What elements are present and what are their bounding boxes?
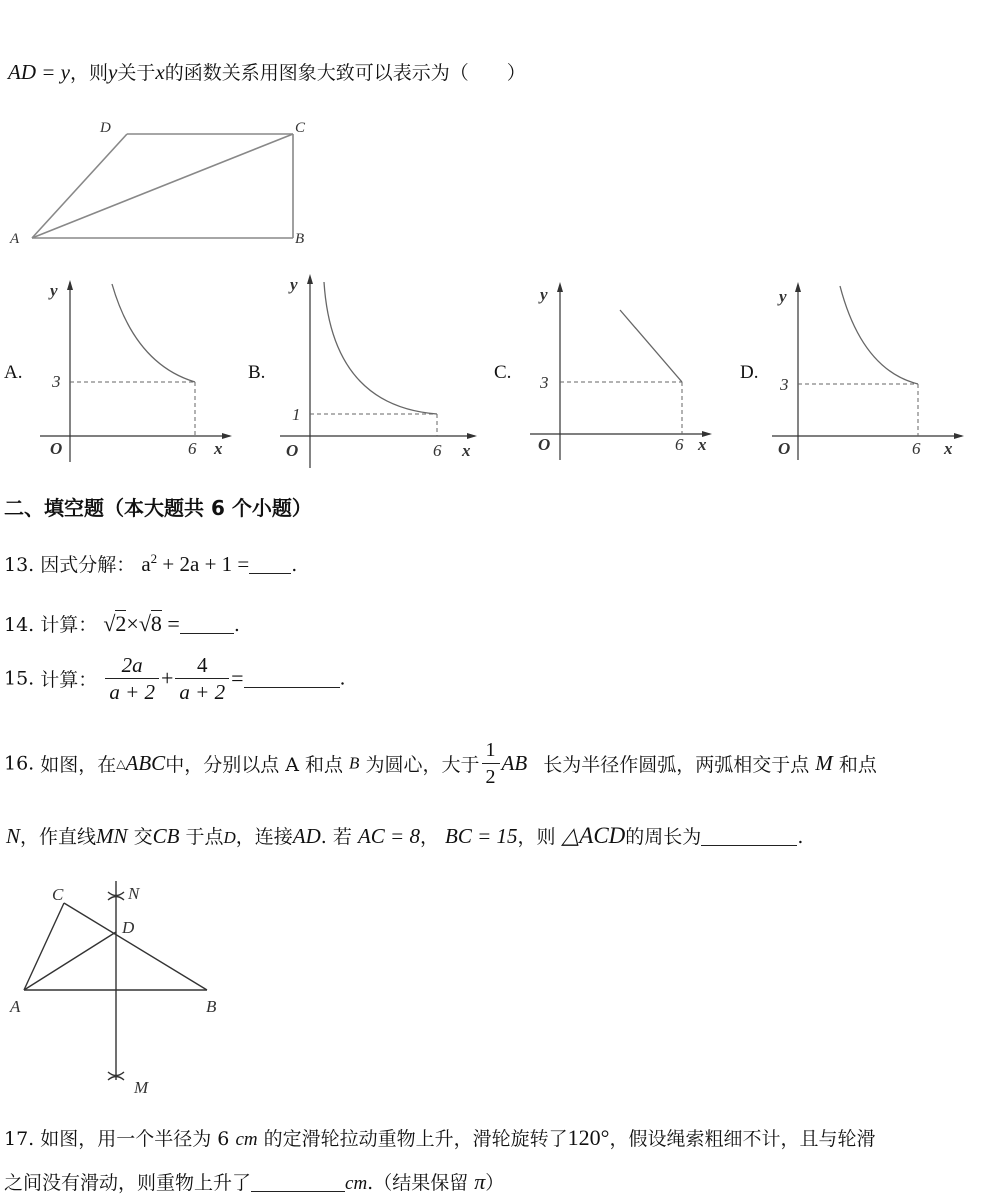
label-c: C <box>52 885 64 904</box>
option-b-graph <box>270 268 485 472</box>
section-title: 二、填空题（本大题共 6 个小题） <box>4 496 312 520</box>
q12-trapezoid-figure <box>0 110 320 250</box>
y-arrow-icon <box>557 282 563 292</box>
q16-half: $\frac{1}{2}$ <box>482 737 500 790</box>
label-c: C <box>295 120 306 136</box>
q16-answer-blank <box>701 827 797 846</box>
x-arrow-icon <box>467 433 477 439</box>
x-tick: 6 <box>188 439 197 458</box>
option-d-graph <box>762 278 972 468</box>
y-tick: 3 <box>540 373 549 392</box>
q15-fraction-2: $\frac{4}{a + 2}$ <box>175 652 229 705</box>
q14-answer-blank <box>180 615 234 634</box>
label-a: A <box>10 997 21 1016</box>
side-ad <box>32 134 127 238</box>
option-c-graph <box>520 278 720 468</box>
q12-y: y <box>108 60 118 84</box>
y-tick: 1 <box>292 405 301 424</box>
option-d-label: D. <box>740 362 759 383</box>
x-label: x <box>462 441 471 460</box>
label-n: N <box>128 884 140 903</box>
origin-label: O <box>286 441 299 460</box>
x-tick: 6 <box>675 435 684 454</box>
y-label: y <box>779 287 787 306</box>
x-label: x <box>944 439 953 458</box>
label-b: B <box>206 997 217 1016</box>
origin-label: O <box>778 439 791 458</box>
q13-answer-blank <box>249 555 291 574</box>
q12-x: x <box>155 60 165 84</box>
option-a-graph <box>30 272 240 472</box>
curve <box>840 286 918 384</box>
x-label: x <box>214 439 223 458</box>
y-arrow-icon <box>307 274 313 284</box>
question-15: 15. 计算： $\frac{2a}{a + 2}$ + $\frac{4}{a + 2}$ = . <box>4 653 346 704</box>
y-label: y <box>540 285 548 304</box>
y-label: y <box>50 281 58 300</box>
y-tick: 3 <box>52 372 61 391</box>
q14-expr: √2×√8 = <box>103 611 180 636</box>
option-a-label: A. <box>4 362 23 383</box>
diagonal-ac <box>32 134 293 238</box>
question-16-line-1: 16. 如图，在△ABC中，分别以点 A 和点 B 为圆心，大于 $\frac{1}{2}$ AB 长为半径作圆弧，两弧相交于点 M 和点 <box>4 739 877 788</box>
option-b-label: B. <box>248 362 266 383</box>
q13-expr: $a^2 + 2a + 1$ = <box>141 551 250 576</box>
question-16-line-2: N，作直线MN 交CB 于点D，连接AD. 若 AC = 8， BC = 15，则 △ACD的周长为 . <box>6 823 804 848</box>
y-arrow-icon <box>795 282 801 292</box>
label-a: A <box>10 231 20 247</box>
curve <box>324 282 437 414</box>
curve <box>112 284 195 382</box>
y-tick: 3 <box>780 375 789 394</box>
x-label: x <box>698 435 707 454</box>
question-13: 13. 因式分解： $a^2 + 2a + 1$ = . <box>4 551 298 576</box>
origin-label: O <box>50 439 63 458</box>
option-c-label: C. <box>494 362 512 383</box>
question-14: 14. 计算： √2×√8 = . <box>4 611 240 636</box>
q15-fraction-1: $\frac{2a}{a + 2}$ <box>105 652 159 705</box>
segment <box>620 310 682 382</box>
q16-triangle-figure <box>0 875 240 1100</box>
question-17-line-2: 之间没有滑动，则重物上升了 cm.（结果保留 π） <box>4 1169 505 1194</box>
label-b: B <box>295 231 305 247</box>
y-label: y <box>290 275 298 294</box>
q15-answer-blank <box>244 669 340 688</box>
question-17-line-1: 17. 如图，用一个半径为 6 cm 的定滑轮拉动重物上升，滑轮旋转了120°，假设绳索粗细不计，且与轮滑 <box>4 1125 876 1150</box>
y-arrow-icon <box>67 280 73 290</box>
label-d: D <box>122 918 135 937</box>
q12-ad-eq-y: AD = y <box>8 60 70 84</box>
q12-tail-line: AD = y，则y关于x的函数关系用图象大致可以表示为（ ） <box>8 60 526 84</box>
q17-answer-blank <box>251 1173 345 1192</box>
label-m: M <box>134 1078 149 1097</box>
x-tick: 6 <box>433 441 442 460</box>
side-cb <box>64 903 207 990</box>
x-tick: 6 <box>912 439 921 458</box>
label-d: D <box>100 120 111 136</box>
origin-label: O <box>538 435 551 454</box>
x-arrow-icon <box>222 433 232 439</box>
x-arrow-icon <box>954 433 964 439</box>
